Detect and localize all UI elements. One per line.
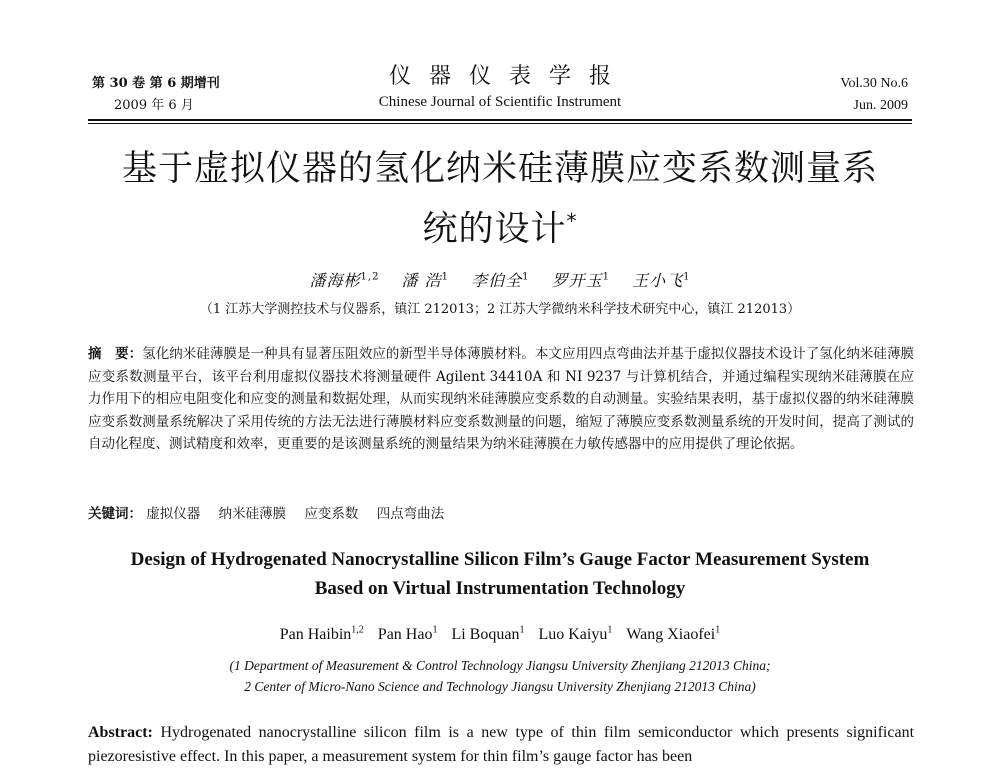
journal-name-en: Chinese Journal of Scientific Instrument xyxy=(378,94,622,110)
title-en-line2: Based on Virtual Instrumentation Technology xyxy=(314,578,686,599)
keyword: 四点弯曲法 xyxy=(376,506,445,522)
paper-title-en xyxy=(80,545,920,603)
author-cn: 潘海彬$^{1,2}$ xyxy=(309,271,380,290)
title-footnote-mark: * xyxy=(566,209,578,233)
title-cn-line1: 基于虚拟仪器的氢化纳米硅薄膜应变系数测量系 xyxy=(121,149,878,189)
abstract-en-label: Abstract: xyxy=(88,724,153,741)
affiliation-en-line2: 2 Center of Micro-Nano Science and Technology Jiangsu University Zhenjiang 212013 China) xyxy=(244,679,756,694)
title-en-line1: Design of Hydrogenated Nanocrystalline Silicon Film’s Gauge Factor Measurement System xyxy=(130,549,870,570)
abstract-en xyxy=(88,721,914,769)
keywords-cn xyxy=(88,502,458,522)
affiliation-en-line1: (1 Department of Measurement & Control Technology Jiangsu University Zhenjiang 212013 China; xyxy=(229,658,771,673)
header-rule xyxy=(88,119,912,121)
author-cn: 王小飞$^1$ xyxy=(632,271,691,290)
abstract-cn xyxy=(88,343,914,456)
keyword: 虚拟仪器 xyxy=(146,506,201,522)
author-en: Wang Xiaofei$^1$ xyxy=(626,625,721,644)
abstract-cn-label: 摘 要： xyxy=(88,346,143,362)
volume-issue-en: Vol.30 No.6 xyxy=(840,76,908,91)
author-en: Pan Haibin$^{1,2}$ xyxy=(279,625,364,644)
keywords-cn-label: 关键词： xyxy=(88,506,142,522)
paper-title-cn xyxy=(80,143,920,256)
author-en: Luo Kaiyu$^1$ xyxy=(538,625,613,644)
author-en: Pan Hao$^1$ xyxy=(377,625,438,644)
title-cn-line2: 统的设计* xyxy=(422,209,578,250)
author-cn: 潘 浩$^1$ xyxy=(401,271,450,290)
publication-date-en: Jun. 2009 xyxy=(853,98,908,113)
author-list-en xyxy=(0,625,1000,644)
abstract-en-text: Hydrogenated nanocrystalline silicon film is a new type of thin film semiconductor which presents significant piezoresistive effect. In this paper, a measurement system for thin film’s gauge factor has been xyxy=(88,724,915,765)
journal-volume-info-en xyxy=(840,73,908,117)
journal-volume-info xyxy=(92,73,220,117)
author-en: Li Boquan$^1$ xyxy=(451,625,525,644)
affiliation-cn: （1 江苏大学测控技术与仪器系，镇江 212013；2 江苏大学微纳米科学技术研究中心，镇江 212013） xyxy=(199,302,801,317)
journal-name xyxy=(300,62,700,112)
author-cn: 李伯全$^1$ xyxy=(471,271,530,290)
volume-issue: 第 30 卷 第 6 期增刊 xyxy=(92,76,220,91)
header-rule-thin xyxy=(88,123,912,124)
affiliation-en xyxy=(0,655,1000,697)
author-list-cn xyxy=(0,268,1000,291)
keyword: 纳米硅薄膜 xyxy=(218,506,287,522)
abstract-cn-text: 氢化纳米硅薄膜是一种具有显著压阻效应的新型半导体薄膜材料。本文应用四点弯曲法并基于虚拟仪器技术设计了氢化纳米硅薄膜应变系数测量平台，该平台利用虚拟仪器技术将测量硬件 Agilent 34410A 和 NI 9237 与计算机结合，并通过编程实现纳米硅薄膜在应力作用下的相应电阻变化和应变的测量和数据处理，从而实现纳米硅薄膜应变系数的自动测量。实验结果表明，基于虚拟仪器的纳米硅薄膜应变系数测量系统解决了采用传统的方法无法进行薄膜材料应变系数测量的问题，缩短了薄膜应变系数测量系统的开发时间，提高了测试的自动化程度、测试精度和效率，更重要的是该测量系统的测量结果为纳米硅薄膜在力敏传感器中的应用提供了理论依据。 xyxy=(88,346,915,452)
publication-date-cn: 2009 年 6 月 xyxy=(114,98,194,113)
journal-name-cn: 仪器仪表学报 xyxy=(388,64,629,89)
author-cn: 罗开玉$^1$ xyxy=(551,271,610,290)
keyword: 应变系数 xyxy=(304,506,359,522)
